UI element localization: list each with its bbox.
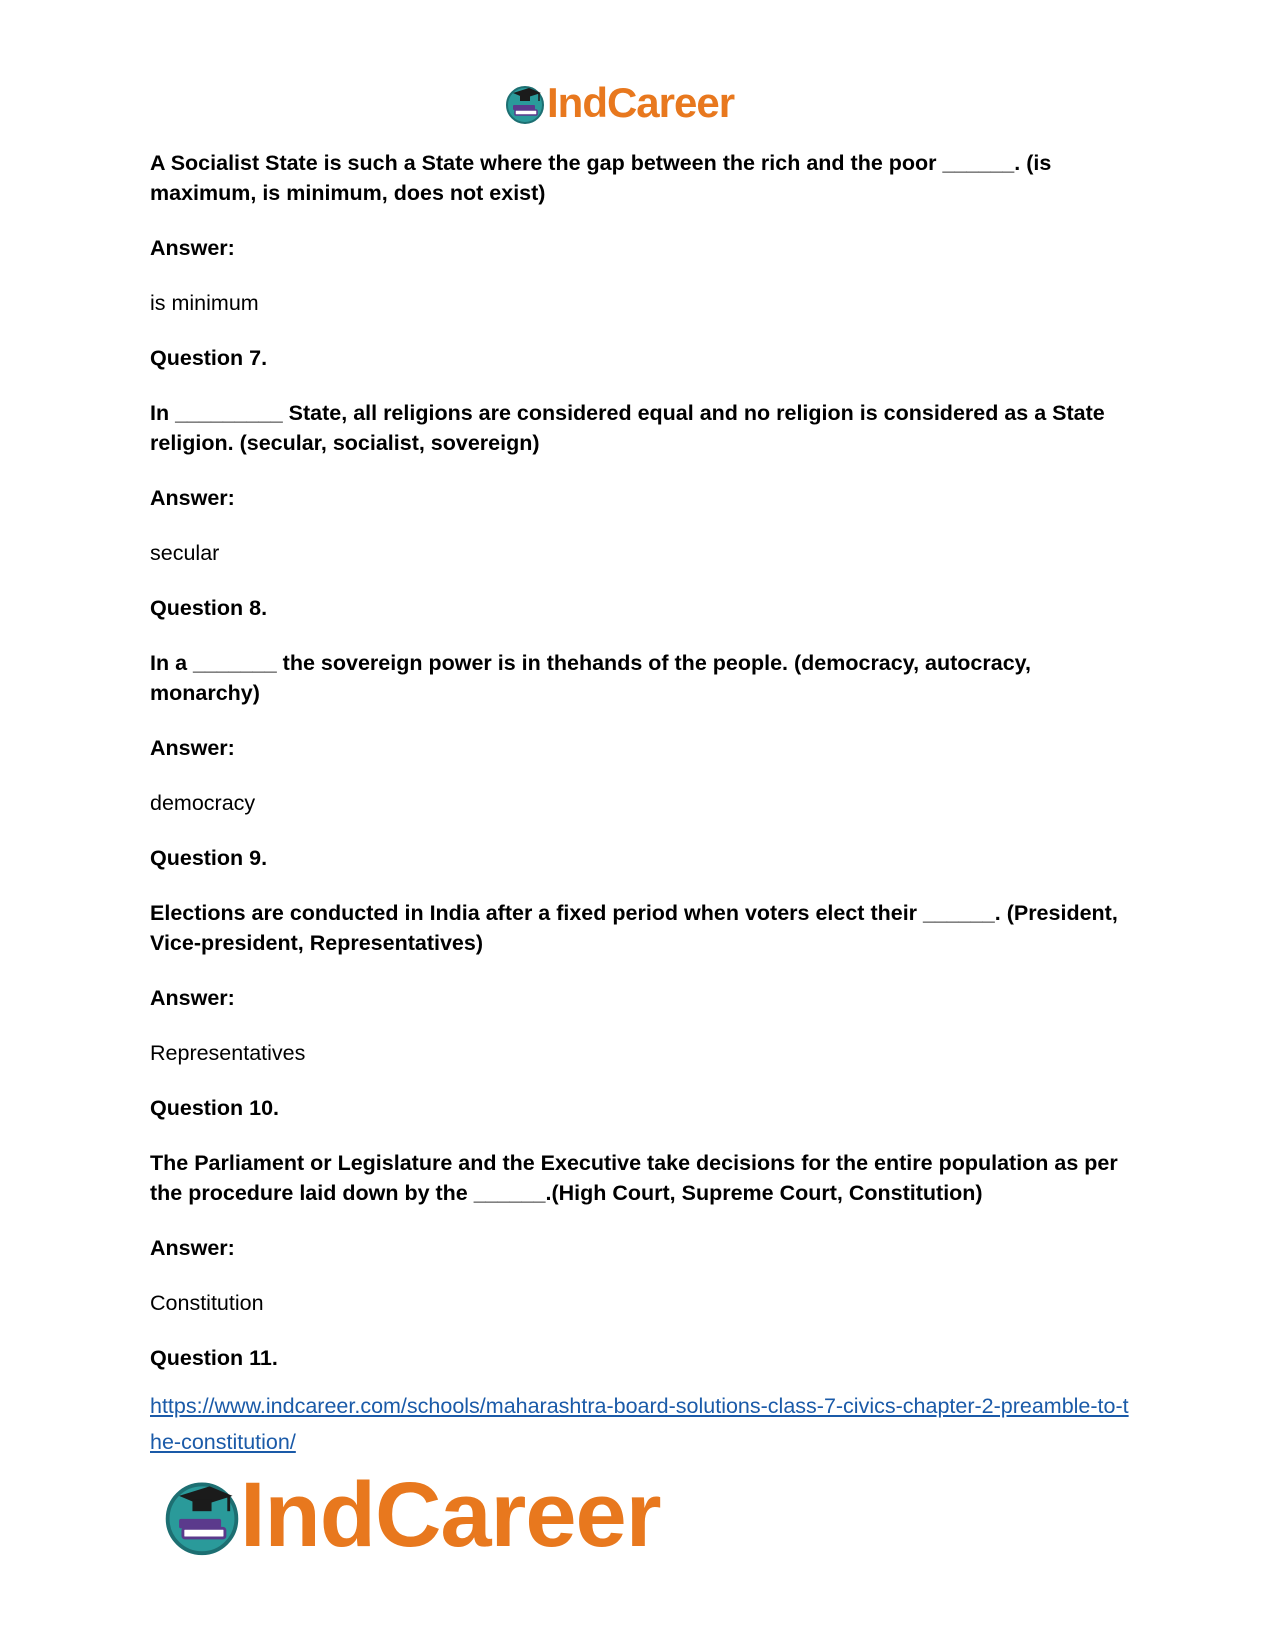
answer-text: is minimum	[150, 291, 259, 315]
graduation-globe-icon	[160, 1473, 244, 1557]
source-link[interactable]: https://www.indcareer.com/schools/maharashtra-board-solutions-class-7-civics-chapter-2-preamble-to-the-constitution/	[150, 1394, 1129, 1454]
answer-label: Answer:	[150, 236, 235, 260]
question-text: Elections are conducted in India after a fixed period when voters elect their ______. (President, Vice-president, Representatives)	[150, 901, 1118, 955]
question-heading: Question 11.	[150, 1346, 278, 1370]
question-text: In _________ State, all religions are considered equal and no religion is considered as a State religion. (secular, socialist, sovereign)	[150, 401, 1105, 455]
question-heading: Question 10.	[150, 1096, 280, 1120]
logo-wordmark: IndCareer	[240, 1464, 661, 1566]
graduation-globe-icon	[503, 81, 547, 125]
question-text: In a _______ the sovereign power is in thehands of the people. (democracy, autocracy, monarchy)	[150, 651, 1031, 705]
question-heading: Question 7.	[150, 346, 268, 370]
document-body	[150, 148, 1130, 1460]
question-heading: Question 9.	[150, 846, 268, 870]
question-heading: Question 8.	[150, 596, 268, 620]
answer-label: Answer:	[150, 486, 235, 510]
footer-logo	[160, 1464, 661, 1566]
answer-text: secular	[150, 541, 220, 565]
question-text: The Parliament or Legislature and the Executive take decisions for the entire population as per the procedure laid down by the ______.(High Court, Supreme Court, Constitution)	[150, 1151, 1118, 1205]
answer-text: Constitution	[150, 1291, 264, 1315]
answer-label: Answer:	[150, 736, 235, 760]
answer-text: democracy	[150, 791, 256, 815]
answer-label: Answer:	[150, 986, 235, 1010]
logo-wordmark: IndCareer	[547, 79, 735, 126]
answer-text: Representatives	[150, 1041, 306, 1065]
header-logo	[503, 80, 734, 126]
question-text: A Socialist State is such a State where the gap between the rich and the poor ______. (is maximum, is minimum, does not exist)	[150, 151, 1052, 205]
answer-label: Answer:	[150, 1236, 235, 1260]
